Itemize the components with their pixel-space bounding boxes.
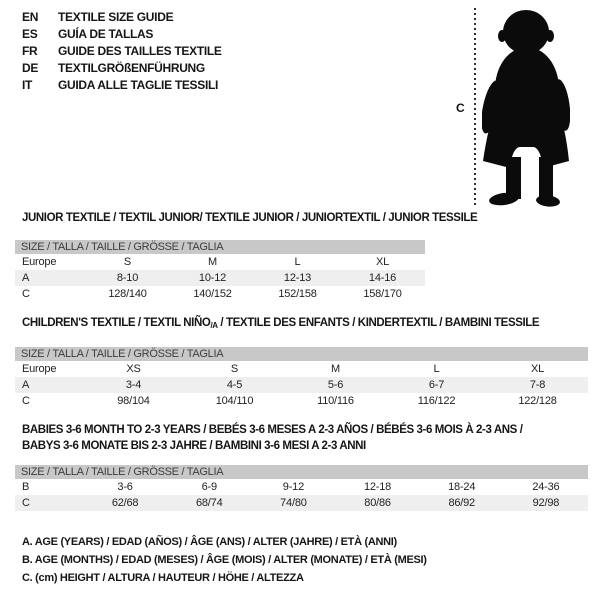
table-row-age [15, 377, 588, 393]
language-row-fr [22, 42, 222, 59]
table-cell: M [331, 363, 340, 375]
language-row-it [22, 76, 222, 93]
table-cell: 152/158 [278, 288, 317, 300]
table-cell: M [208, 256, 217, 268]
language-row-es [22, 25, 222, 42]
table-cell: 158/170 [363, 288, 402, 300]
row-label: B [22, 481, 30, 493]
table-cell: 3-4 [83, 377, 184, 393]
table-cell: 68/74 [167, 495, 251, 511]
table-row-europe [15, 254, 425, 270]
language-row-de [22, 59, 222, 76]
language-code: EN [22, 9, 39, 24]
row-label: A [15, 377, 83, 393]
table-cell: 4-5 [184, 377, 285, 393]
table-cell: 5-6 [285, 377, 386, 393]
size-header-label: SIZE / TALLA / TAILLE / GRÖSSE / TAGLIA [15, 347, 588, 361]
row-label: C [22, 395, 30, 407]
table-cell: L [294, 256, 301, 268]
row-label: C [22, 288, 30, 300]
junior-section-title: JUNIOR TEXTILE / TEXTIL JUNIOR/ TEXTILE JUNIOR / JUNIORTEXTIL / JUNIOR TESSILE [22, 212, 478, 224]
table-cell: 122/128 [518, 395, 557, 407]
table-cell: 62/68 [83, 495, 167, 511]
table-cell: 7-8 [487, 377, 588, 393]
table-cell: 6-9 [201, 481, 217, 493]
row-label: Europe [22, 256, 57, 268]
table-cell: 24-36 [532, 481, 560, 493]
table-cell: 128/140 [108, 288, 147, 300]
note-age-years: A. AGE (YEARS) / EDAD (AÑOS) / ÂGE (ANS) / ALTER (JAHRE) / ETÀ (ANNI) [22, 536, 397, 548]
language-title: GUÍA DE TALLAS [58, 26, 154, 41]
children-title-part2: / TEXTILE DES ENFANTS / KINDERTEXTIL / BAMBINI TESSILE [217, 317, 540, 329]
table-cell: 140/152 [193, 288, 232, 300]
table-cell: XS [126, 363, 141, 375]
height-measure-label: C [456, 101, 465, 115]
table-row-height [15, 495, 588, 511]
table-cell: 98/104 [117, 395, 150, 407]
table-cell: 74/80 [251, 495, 335, 511]
table-cell: 18-24 [448, 481, 476, 493]
language-row-en [22, 8, 222, 25]
table-row-europe [15, 361, 588, 377]
children-section-title [22, 317, 539, 330]
babies-section-title-line1: BABIES 3-6 MONTH TO 2-3 YEARS / BEBÉS 3-6 MESES A 2-3 AÑOS / BÉBÉS 3-6 MOIS À 2-3 ANS / [22, 424, 523, 436]
table-cell: 80/86 [335, 495, 419, 511]
table-cell: 12-18 [363, 481, 392, 493]
note-height-cm: C. (cm) HEIGHT / ALTURA / HAUTEUR / HÖHE / ALTEZZA [22, 572, 304, 584]
baby-silhouette-icon [482, 9, 570, 207]
table-cell: L [433, 363, 440, 375]
children-title-part1: CHILDREN'S TEXTILE / TEXTIL NIÑO [22, 317, 211, 329]
table-cell: 10-12 [170, 270, 255, 286]
table-cell: 92/98 [504, 495, 588, 511]
table-row-age [15, 270, 425, 286]
table-cell: 116/122 [417, 395, 456, 407]
size-header-label: SIZE / TALLA / TAILLE / GRÖSSE / TAGLIA [15, 240, 425, 254]
row-label: A [15, 270, 85, 286]
row-label: Europe [22, 363, 57, 375]
table-cell: XL [530, 363, 545, 375]
note-age-months: B. AGE (MONTHS) / EDAD (MESES) / ÂGE (MOIS) / ALTER (MONATE) / ETÀ (MESI) [22, 554, 427, 566]
children-title-subscript: /A [210, 321, 218, 330]
table-cell: 3-6 [117, 481, 133, 493]
table-cell: 9-12 [282, 481, 304, 493]
language-title: GUIDE DES TAILLES TEXTILE [58, 43, 222, 58]
table-cell: 104/110 [215, 395, 254, 407]
table-cell: 14-16 [340, 270, 425, 286]
table-row-height [15, 393, 588, 409]
language-title: TEXTILGRÖßENFÜHRUNG [58, 60, 205, 75]
size-header-label: SIZE / TALLA / TAILLE / GRÖSSE / TAGLIA [15, 465, 588, 479]
language-code: FR [22, 43, 38, 58]
table-cell: 110/116 [317, 395, 354, 407]
size-header-bar [15, 465, 588, 479]
babies-size-table [15, 465, 588, 511]
junior-size-table [15, 240, 425, 302]
size-header-bar [15, 347, 588, 361]
children-size-table [15, 347, 588, 409]
baby-figure [440, 0, 600, 220]
table-cell: XL [375, 256, 390, 268]
language-code: DE [22, 60, 39, 75]
table-cell: S [123, 256, 132, 268]
language-title: TEXTILE SIZE GUIDE [58, 9, 174, 24]
size-header-bar [15, 240, 425, 254]
table-cell: 8-10 [85, 270, 170, 286]
table-cell: 86/92 [420, 495, 504, 511]
language-code: IT [22, 77, 33, 92]
table-cell: S [230, 363, 239, 375]
legend-notes [22, 533, 427, 587]
table-row-months [15, 479, 588, 495]
language-header [22, 8, 222, 93]
table-cell: 6-7 [386, 377, 487, 393]
language-title: GUIDA ALLE TAGLIE TESSILI [58, 77, 219, 92]
table-row-height [15, 286, 425, 302]
row-label: C [15, 495, 83, 511]
babies-section-title-line2: BABYS 3-6 MONATE BIS 2-3 JAHRE / BAMBINI 3-6 MESI A 2-3 ANNI [22, 440, 366, 452]
language-code: ES [22, 26, 38, 41]
table-cell: 12-13 [255, 270, 340, 286]
height-measure-dotted-line [474, 8, 476, 208]
